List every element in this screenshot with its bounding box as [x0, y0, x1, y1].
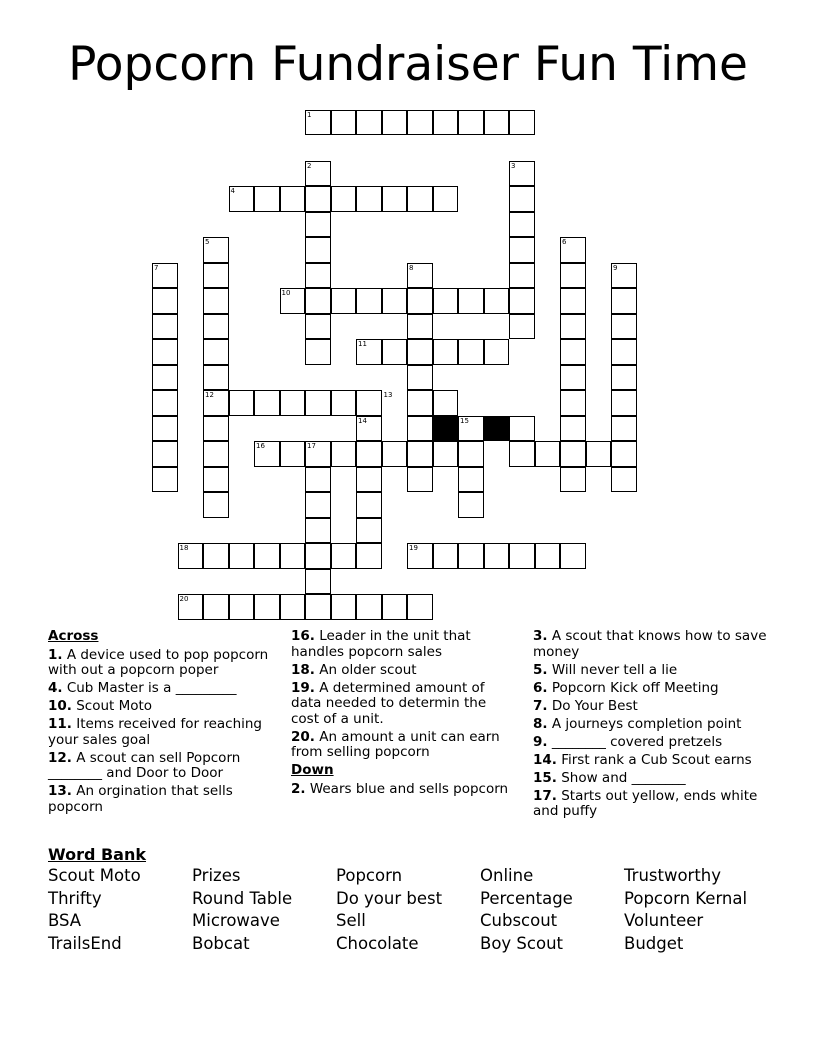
grid-cell[interactable] — [356, 288, 382, 314]
grid-cell[interactable] — [305, 518, 331, 544]
word-bank-item: Online — [480, 866, 534, 885]
grid-cell[interactable] — [611, 339, 637, 365]
grid-cell[interactable] — [203, 314, 229, 340]
word-bank-item: TrailsEnd — [48, 933, 122, 953]
grid-cell[interactable] — [484, 339, 510, 365]
grid-cell[interactable] — [203, 594, 229, 620]
grid-cell[interactable] — [509, 314, 535, 340]
clue: 16. Leader in the unit that handles popcorn sales — [291, 628, 471, 660]
grid-cell[interactable] — [611, 441, 637, 467]
grid-cell[interactable] — [229, 390, 255, 416]
grid-cell[interactable] — [356, 518, 382, 544]
grid-cell[interactable] — [305, 467, 331, 493]
grid-cell[interactable] — [611, 467, 637, 493]
clue: 5. Will never tell a lie — [533, 661, 678, 678]
clue: 18. An older scout — [291, 661, 417, 678]
word-bank-title: Word Bank — [48, 845, 147, 864]
grid-cell[interactable] — [280, 543, 306, 569]
grid-cell[interactable] — [458, 543, 484, 569]
clue-number: 11 — [358, 340, 367, 348]
grid-cell[interactable] — [280, 186, 306, 212]
word-bank-item: Do your best — [336, 888, 443, 908]
grid-cell[interactable] — [407, 416, 433, 442]
grid-cell[interactable] — [152, 390, 178, 416]
grid-cell[interactable] — [509, 186, 535, 212]
grid-cell[interactable] — [458, 288, 484, 314]
grid-cell[interactable] — [356, 467, 382, 493]
clue: 1. A device used to pop popcorn with out a popcorn poper — [48, 646, 269, 678]
grid-cell[interactable] — [331, 288, 357, 314]
grid-cell[interactable] — [356, 390, 382, 416]
word-bank-item: Cubscout — [480, 911, 558, 930]
grid-cell[interactable] — [331, 441, 357, 467]
grid-cell[interactable] — [484, 110, 510, 136]
grid-cell[interactable] — [611, 390, 637, 416]
grid-cell[interactable] — [382, 594, 408, 620]
grid-cell[interactable] — [229, 543, 255, 569]
clue: 15. Show and ________ — [533, 769, 686, 786]
grid-cell[interactable] — [331, 186, 357, 212]
grid-cell[interactable] — [152, 416, 178, 442]
grid-cell[interactable] — [382, 339, 408, 365]
clue: 2. Wears blue and sells popcorn — [291, 780, 509, 797]
grid-cell[interactable] — [356, 110, 382, 136]
grid-cell[interactable] — [535, 543, 561, 569]
clue-number: 7 — [154, 263, 159, 272]
grid-cell[interactable] — [407, 314, 433, 340]
grid-cell[interactable] — [560, 467, 586, 493]
grid-cell[interactable] — [407, 594, 433, 620]
grid-cell[interactable] — [458, 492, 484, 518]
clue-number: 17 — [307, 442, 316, 450]
clue-number: 2 — [307, 161, 312, 170]
grid-cell[interactable] — [305, 543, 331, 569]
grid-cell[interactable] — [433, 110, 459, 136]
grid-cell[interactable] — [458, 467, 484, 493]
clue-number: 13 — [383, 391, 393, 399]
word-bank-item: Bobcat — [192, 933, 250, 953]
clue-number: 5 — [205, 238, 210, 246]
word-bank — [48, 867, 768, 953]
word-bank-item: Prizes — [192, 866, 241, 885]
clue: 7. Do Your Best — [533, 697, 638, 714]
grid-cell[interactable] — [509, 288, 535, 314]
word-bank-item: Microwave — [192, 911, 280, 930]
clue: 19. A determined amount of data needed to determin the cost of a unit. — [291, 679, 487, 727]
grid-cell[interactable] — [382, 288, 408, 314]
word-bank-item: Scout Moto — [48, 866, 141, 885]
grid-cell[interactable] — [203, 263, 229, 289]
grid-cell[interactable] — [152, 467, 178, 493]
grid-cell[interactable] — [560, 288, 586, 314]
grid-cell[interactable] — [407, 110, 433, 136]
grid-cell[interactable] — [305, 339, 331, 365]
black-cell — [433, 416, 459, 442]
clue: 20. An amount a unit can earn from selling popcorn — [291, 728, 500, 760]
word-bank-item: Percentage — [480, 888, 573, 908]
grid-cell[interactable] — [203, 492, 229, 518]
clue: 12. A scout can sell Popcorn ________ and Door to Door — [48, 749, 241, 781]
grid-cell[interactable] — [560, 390, 586, 416]
grid-cell[interactable] — [484, 543, 510, 569]
clue: 3. A scout that knows how to save money — [533, 628, 767, 660]
grid-cell[interactable] — [560, 416, 586, 442]
word-bank-item: Boy Scout — [480, 933, 563, 953]
grid-cell[interactable] — [382, 441, 408, 467]
grid-cell[interactable] — [356, 492, 382, 518]
grid-cell[interactable] — [305, 237, 331, 263]
grid-cell[interactable] — [305, 594, 331, 620]
clue-number: 20 — [179, 595, 189, 603]
clue: 8. A journeys completion point — [533, 715, 742, 732]
clue-number: 14 — [358, 416, 367, 425]
grid-cell[interactable] — [509, 110, 535, 136]
clue-number: 3 — [511, 161, 516, 170]
word-bank-item: Chocolate — [336, 933, 419, 953]
grid-cell[interactable] — [586, 441, 612, 467]
clue-number: 1 — [307, 110, 312, 119]
grid-cell[interactable] — [203, 365, 229, 391]
clue: 13. An orgination that sells popcorn — [48, 783, 233, 815]
clue: 10. Scout Moto — [48, 698, 153, 714]
word-bank-item: Volunteer — [624, 911, 704, 930]
word-bank-item: Popcorn — [336, 866, 403, 885]
grid-cell[interactable] — [280, 390, 306, 416]
clue: 4. Cub Master is a _________ — [48, 680, 237, 696]
grid-cell[interactable] — [203, 339, 229, 365]
word-bank-item: BSA — [48, 911, 82, 930]
grid-cell[interactable] — [356, 441, 382, 467]
grid-cell[interactable] — [560, 441, 586, 467]
grid-cell[interactable] — [152, 288, 178, 314]
grid-cell[interactable] — [152, 314, 178, 340]
grid-cell[interactable] — [560, 263, 586, 289]
clue-number: 10 — [281, 289, 291, 297]
grid-cell[interactable] — [356, 186, 382, 212]
grid-cell[interactable] — [280, 441, 306, 467]
grid-cell[interactable] — [382, 110, 408, 136]
grid-cell[interactable] — [407, 467, 433, 493]
grid-cell[interactable] — [509, 212, 535, 238]
grid-cell[interactable] — [458, 441, 484, 467]
grid-cell[interactable] — [203, 416, 229, 442]
grid-cell[interactable] — [433, 390, 459, 416]
clues-column-1 — [48, 629, 276, 818]
grid-cell[interactable] — [331, 543, 357, 569]
grid-cell[interactable] — [407, 390, 433, 416]
clues-column-2 — [291, 629, 513, 800]
grid-cell[interactable] — [305, 314, 331, 340]
grid-cell[interactable] — [254, 390, 280, 416]
grid-cell[interactable] — [407, 288, 433, 314]
grid-cell[interactable] — [433, 543, 459, 569]
grid-cell[interactable] — [484, 288, 510, 314]
clue-number: 4 — [230, 187, 235, 195]
grid-cell[interactable] — [331, 110, 357, 136]
clue-number: 19 — [409, 544, 418, 552]
grid-cell[interactable] — [331, 594, 357, 620]
grid-cell[interactable] — [203, 467, 229, 493]
grid-cell[interactable] — [254, 594, 280, 620]
clue: 17. Starts out yellow, ends white and puffy — [533, 787, 758, 819]
word-bank-item: Trustworthy — [624, 866, 722, 885]
grid-cell[interactable] — [305, 212, 331, 238]
grid-cell[interactable] — [152, 441, 178, 467]
grid-cell[interactable] — [611, 416, 637, 442]
grid-cell[interactable] — [433, 186, 459, 212]
grid-cell[interactable] — [280, 594, 306, 620]
grid-cell[interactable] — [305, 288, 331, 314]
grid-cell[interactable] — [382, 186, 408, 212]
clue-number: 8 — [409, 263, 414, 272]
grid-cell[interactable] — [611, 365, 637, 391]
clues-column-3 — [533, 629, 773, 822]
grid-cell[interactable] — [433, 339, 459, 365]
grid-cell[interactable] — [203, 288, 229, 314]
grid-cell[interactable] — [254, 543, 280, 569]
grid-cell[interactable] — [305, 492, 331, 518]
grid-cell[interactable] — [203, 441, 229, 467]
clue: 9. ________ covered pretzels — [533, 733, 723, 750]
clue-number: 6 — [562, 238, 567, 246]
word-bank-item: Budget — [624, 933, 684, 953]
grid-cell[interactable] — [152, 339, 178, 365]
grid-cell[interactable] — [458, 339, 484, 365]
across-heading: Across — [48, 628, 99, 644]
grid-cell[interactable] — [356, 594, 382, 620]
grid-cell[interactable] — [407, 441, 433, 467]
grid-cell[interactable] — [305, 390, 331, 416]
grid-cell[interactable] — [509, 441, 535, 467]
grid-cell[interactable] — [560, 543, 586, 569]
clue-number: 18 — [179, 544, 189, 552]
word-bank-item: Thrifty — [48, 888, 102, 908]
grid-cell[interactable] — [560, 339, 586, 365]
grid-cell[interactable] — [203, 543, 229, 569]
grid-cell[interactable] — [254, 186, 280, 212]
word-bank-item: Sell — [336, 911, 366, 930]
clue-number: 16 — [256, 442, 265, 450]
grid-cell[interactable] — [509, 237, 535, 263]
clue: 11. Items received for reaching your sales goal — [48, 716, 263, 748]
down-heading: Down — [291, 762, 334, 778]
grid-cell[interactable] — [433, 441, 459, 467]
grid-cell[interactable] — [229, 594, 255, 620]
grid-cell[interactable] — [356, 543, 382, 569]
grid-cell[interactable] — [509, 263, 535, 289]
grid-cell[interactable] — [560, 314, 586, 340]
grid-cell[interactable] — [407, 339, 433, 365]
grid-cell[interactable] — [611, 288, 637, 314]
grid-cell[interactable] — [535, 441, 561, 467]
grid-cell[interactable] — [433, 288, 459, 314]
grid-cell[interactable] — [152, 365, 178, 391]
grid-cell[interactable] — [305, 263, 331, 289]
grid-cell[interactable] — [305, 186, 331, 212]
clue: 6. Popcorn Kick off Meeting — [533, 679, 719, 696]
grid-cell[interactable] — [458, 110, 484, 136]
page-title: Popcorn Fundraiser Fun Time — [68, 37, 748, 92]
grid-cell[interactable] — [560, 365, 586, 391]
grid-cell[interactable] — [611, 314, 637, 340]
grid-cell[interactable] — [407, 186, 433, 212]
clue-number: 15 — [460, 416, 469, 425]
grid-cell[interactable] — [305, 569, 331, 595]
word-bank-item: Round Table — [192, 888, 293, 908]
grid-cell[interactable] — [509, 416, 535, 442]
grid-cell[interactable] — [407, 365, 433, 391]
clue-number: 12 — [205, 391, 214, 399]
clue-number: 9 — [613, 263, 618, 272]
black-cell — [484, 416, 510, 442]
grid-cell[interactable] — [509, 543, 535, 569]
word-bank-item: Popcorn Kernal — [624, 888, 748, 908]
clue: 14. First rank a Cub Scout earns — [533, 751, 752, 768]
grid-cell[interactable] — [331, 390, 357, 416]
